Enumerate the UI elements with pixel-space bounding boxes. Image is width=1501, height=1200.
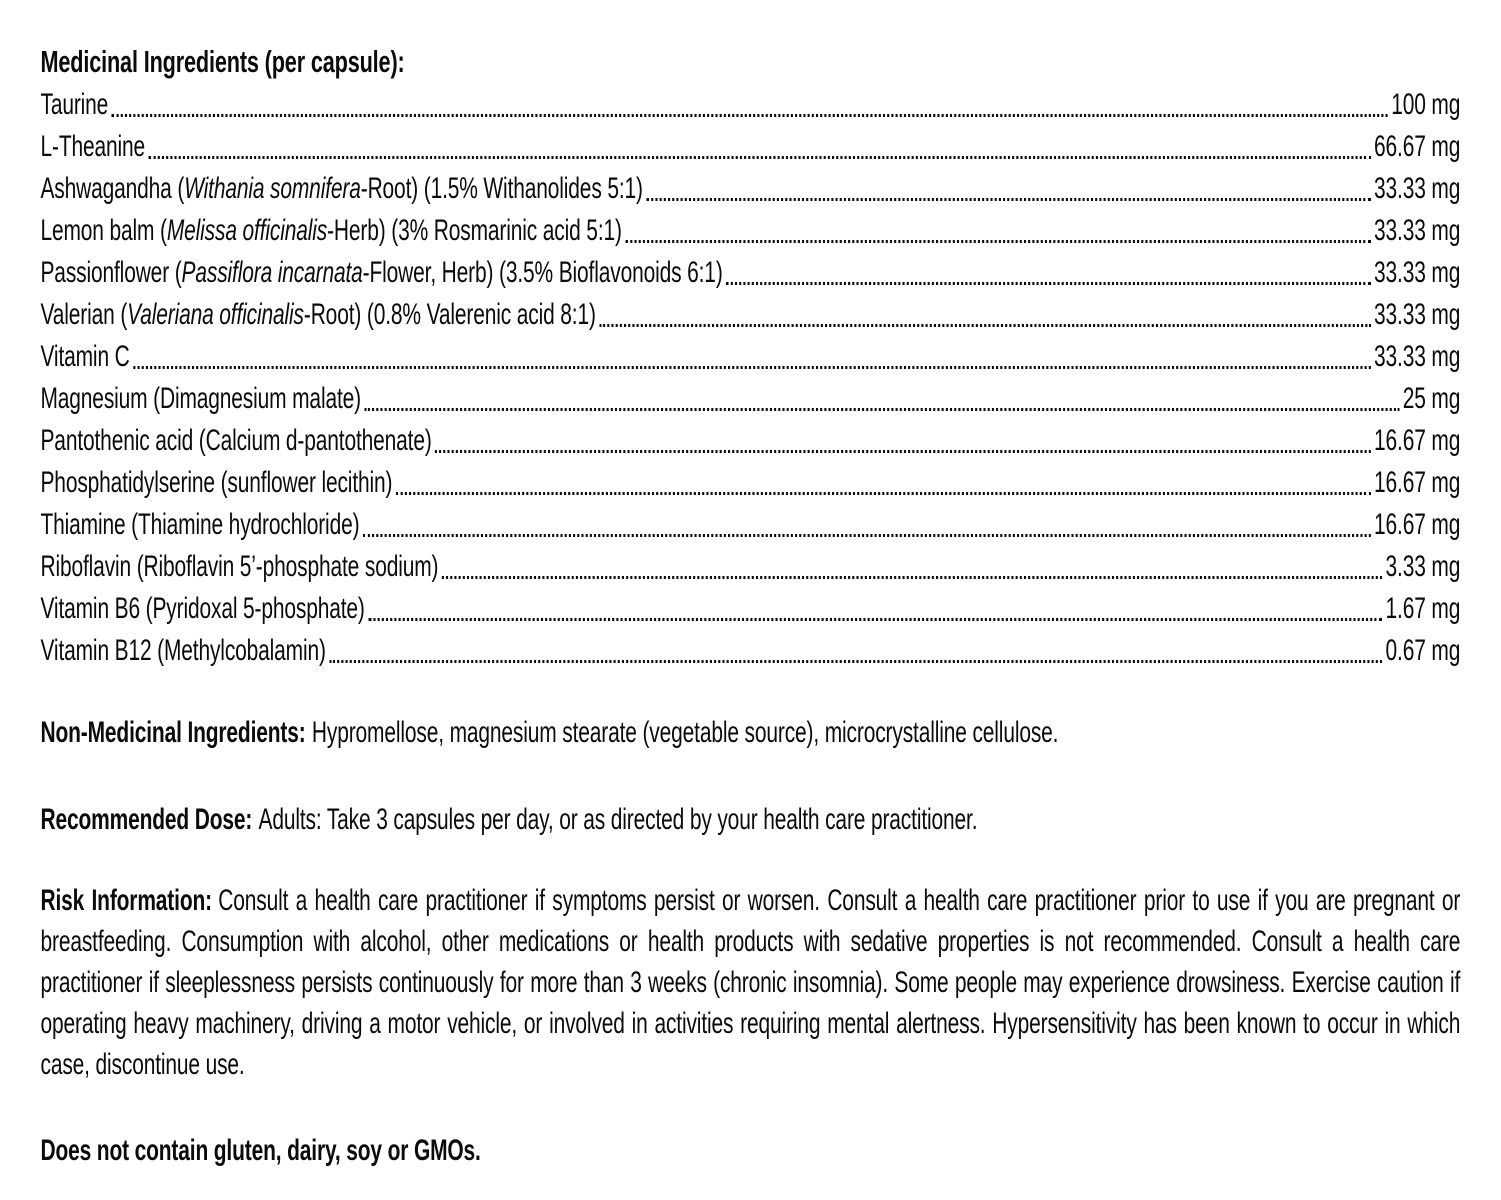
latin-name: Passiflora incarnata — [181, 256, 363, 289]
ingredient-amount: 0.67 mg — [1385, 634, 1461, 667]
ingredient-amount: 16.67 mg — [1374, 508, 1461, 541]
ingredient-name: Phosphatidylserine (sunflower lecithin) — [40, 466, 393, 499]
ingredient-row — [40, 84, 1460, 126]
page-title: Medicinal Ingredients (per capsule): — [40, 44, 405, 79]
ingredient-row — [40, 336, 1460, 378]
ingredient-name: Passionflower (Passiflora incarnata-Flower, Herb) (3.5% Bioflavonoids 6:1) — [40, 256, 723, 289]
ingredient-row — [40, 546, 1460, 588]
leader-dots — [396, 492, 1371, 495]
leader-dots — [726, 282, 1370, 285]
latin-name: Withania somnifera — [184, 172, 361, 205]
risk-information-text: Consult a health care practitioner if symptoms persist or worsen. Consult a health care practitioner prior to use if you are pregnant or breastfeeding. Consumption with alcohol, other medications or health products with sedative properties is not recommended. Consult a health care practitioner if sleeplessness persists continuously for more than 3 weeks (chronic insomnia). Some people may experience drowsiness. Exercise caution if operating heavy machinery, driving a motor vehicle, or involved in activities requiring mental alertness. Hypersensitivity has been known to occur in which case, discontinue use. — [40, 884, 1461, 1081]
leader-dots — [599, 324, 1370, 327]
ingredient-name: Vitamin C — [40, 340, 130, 373]
ingredient-row — [40, 294, 1460, 336]
leader-dots — [646, 198, 1370, 201]
non-medicinal-text: Hypromellose, magnesium stearate (vegetable source), microcrystalline cellulose. — [311, 716, 1059, 749]
ingredient-amount: 16.67 mg — [1374, 424, 1461, 457]
ingredient-amount: 33.33 mg — [1374, 340, 1461, 373]
leader-dots — [435, 450, 1370, 453]
ingredient-name: Valerian (Valeriana officinalis-Root) (0.8% Valerenic acid 8:1) — [40, 298, 596, 331]
leader-dots — [133, 366, 1370, 369]
leader-dots — [625, 240, 1370, 243]
ingredient-name: Magnesium (Dimagnesium malate) — [40, 382, 361, 415]
leader-dots — [364, 408, 1399, 411]
ingredient-row — [40, 378, 1460, 420]
leader-dots — [363, 534, 1371, 537]
ingredient-row — [40, 462, 1460, 504]
ingredient-name: Taurine — [40, 88, 109, 121]
ingredient-name: Pantothenic acid (Calcium d-pantothenate) — [40, 424, 432, 457]
ingredient-row — [40, 252, 1460, 294]
ingredient-row — [40, 126, 1460, 168]
non-medicinal-section — [40, 712, 1460, 753]
non-medicinal-label: Non-Medicinal Ingredients: — [40, 716, 306, 749]
ingredient-row — [40, 504, 1460, 546]
ingredient-amount: 66.67 mg — [1374, 130, 1461, 163]
ingredient-row — [40, 420, 1460, 462]
latin-name: Melissa officinalis — [166, 214, 328, 247]
leader-dots — [112, 114, 1388, 117]
ingredient-amount: 100 mg — [1391, 88, 1461, 121]
ingredient-amount: 3.33 mg — [1385, 550, 1461, 583]
ingredient-amount: 25 mg — [1402, 382, 1461, 415]
ingredient-amount: 33.33 mg — [1374, 172, 1461, 205]
ingredient-name: L-Theanine — [40, 130, 146, 163]
ingredient-list — [40, 84, 1460, 672]
ingredient-amount: 33.33 mg — [1374, 256, 1461, 289]
ingredient-name: Vitamin B12 (Methylcobalamin) — [40, 634, 326, 667]
ingredient-row — [40, 588, 1460, 630]
risk-information-section — [40, 880, 1460, 1085]
recommended-dose-section — [40, 799, 1460, 840]
recommended-dose-text: Adults: Take 3 capsules per day, or as directed by your health care practitioner. — [258, 803, 978, 836]
ingredient-name: Thiamine (Thiamine hydrochloride) — [40, 508, 360, 541]
ingredient-amount: 16.67 mg — [1374, 466, 1461, 499]
latin-name: Valeriana officinalis — [127, 298, 304, 331]
ingredient-name: Lemon balm (Melissa officinalis-Herb) (3% Rosmarinic acid 5:1) — [40, 214, 622, 247]
risk-information-label: Risk Information: — [40, 884, 212, 917]
leader-dots — [149, 156, 1371, 159]
ingredient-name: Vitamin B6 (Pyridoxal 5-phosphate) — [40, 592, 365, 625]
ingredient-row — [40, 630, 1460, 672]
ingredient-row — [40, 168, 1460, 210]
ingredient-name: Ashwagandha (Withania somnifera-Root) (1.5% Withanolides 5:1) — [40, 172, 643, 205]
recommended-dose-label: Recommended Dose: — [40, 803, 253, 836]
ingredient-amount: 1.67 mg — [1385, 592, 1461, 625]
ingredient-name: Riboflavin (Riboflavin 5’-phosphate sodium) — [40, 550, 439, 583]
allergen-statement: Does not contain gluten, dairy, soy or GMOs. — [40, 1134, 481, 1167]
leader-dots — [368, 618, 1382, 621]
ingredient-row — [40, 210, 1460, 252]
ingredient-amount: 33.33 mg — [1374, 298, 1461, 331]
leader-dots — [442, 576, 1382, 579]
ingredient-amount: 33.33 mg — [1374, 214, 1461, 247]
leader-dots — [329, 660, 1382, 663]
